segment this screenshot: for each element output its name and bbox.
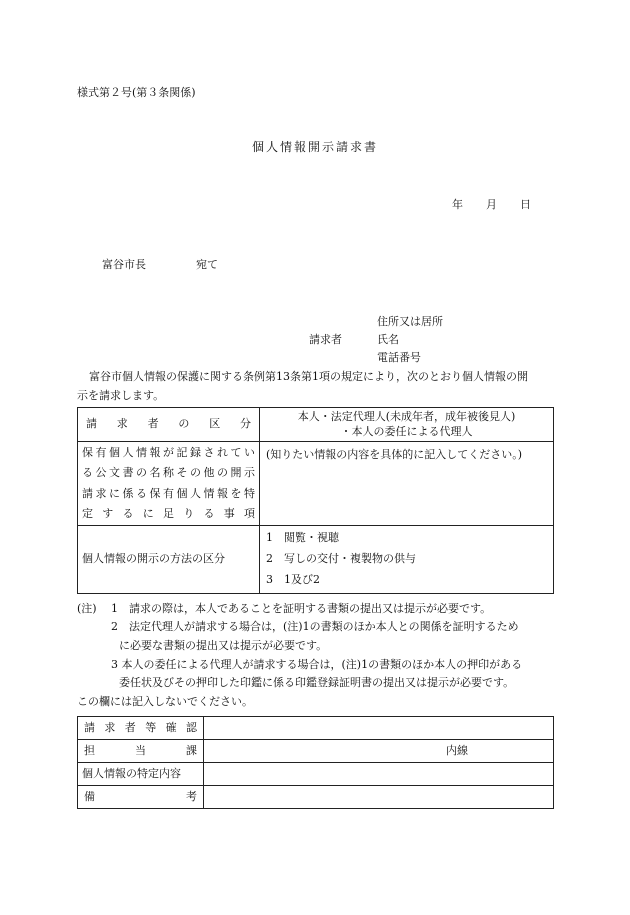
addressee-name: 富谷市長 xyxy=(102,258,146,271)
info-matter-label-line-3: 請求に係る保有個人情報を特 xyxy=(82,486,255,500)
disclosure-method-label: 個人情報の開示の方法の区分 xyxy=(82,552,225,566)
office-confirm-value xyxy=(204,717,554,740)
disclosure-option-1[interactable]: 1 閲覧・視聴 xyxy=(266,531,339,545)
requester-phone-label: 電話番号 xyxy=(377,351,421,364)
requester-name-label: 氏名 xyxy=(377,333,399,346)
info-matter-label-line-2: る公文書の名称その他の開示 xyxy=(82,466,255,480)
date-year-label: 年 xyxy=(452,198,463,211)
office-dept-value xyxy=(204,740,554,763)
requester-label: 請求者 xyxy=(309,333,342,346)
office-remarks-value xyxy=(204,786,554,809)
addressee-suffix: 宛て xyxy=(196,258,218,271)
category-label-cell xyxy=(78,408,260,442)
office-specific-label-cell xyxy=(78,763,204,786)
info-matter-input-cell[interactable] xyxy=(260,442,554,526)
intro-line-2: 示を請求します。 xyxy=(77,389,165,402)
disclosure-method-label-cell xyxy=(78,526,260,594)
info-matter-label-cell xyxy=(78,442,260,526)
office-dept-label-cell xyxy=(78,740,204,763)
office-specific-label: 個人情報の特定内容 xyxy=(82,766,181,780)
date-month-label: 月 xyxy=(486,198,497,211)
page-title: 個人情報開示請求書 xyxy=(251,140,378,154)
category-option-line-2: ・本人の委任による代理人 xyxy=(340,424,473,438)
intro-line-1: 富谷市個人情報の保護に関する条例第13条第1項の規定により，次のとおり個人情報の開 xyxy=(89,370,528,383)
category-value-cell[interactable] xyxy=(260,408,554,442)
info-matter-label-line-4: 定するに足りる事項 xyxy=(82,506,255,520)
office-confirm-label: 請求者等確認 xyxy=(84,720,197,734)
request-table xyxy=(77,407,554,594)
office-remarks-label-cell xyxy=(78,786,204,809)
info-matter-label-line-1: 保有個人情報が記録されてい xyxy=(82,446,255,460)
note-3-line-2: 委任状及びその押印した印鑑に係る印鑑登録証明書の提出又は提示が必要です。 xyxy=(119,676,515,689)
notes-prefix: (注) xyxy=(77,602,97,615)
date-day-label: 日 xyxy=(520,198,531,211)
info-matter-instruction: (知りたい情報の内容を具体的に記入してください。) xyxy=(266,448,523,461)
office-remarks-label: 備考 xyxy=(84,789,197,803)
category-option-line-1: 本人・法定代理人(未成年者，成年被後見人) xyxy=(297,409,516,423)
office-extension-label: 内線 xyxy=(446,743,468,757)
office-use-notice: この欄には記入しないでください。 xyxy=(77,695,253,708)
office-dept-label: 担当課 xyxy=(84,743,197,757)
form-number: 様式第２号(第３条関係) xyxy=(77,86,196,99)
note-3-line-1: 3 本人の委任による代理人が請求する場合は，(注)1の書類のほか本人の押印がある xyxy=(111,658,523,671)
note-2-line-2: に必要な書類の提出又は提示が必要です。 xyxy=(119,639,328,652)
disclosure-option-2[interactable]: 2 写しの交付・複製物の供与 xyxy=(266,552,416,566)
disclosure-method-options-cell[interactable] xyxy=(260,526,554,594)
category-label: 請求者の区分 xyxy=(86,417,251,431)
note-1: 1 請求の際は，本人であることを証明する書類の提出又は提示が必要です。 xyxy=(111,602,492,615)
note-2-line-1: 2 法定代理人が請求する場合は，(注)1の書類のほか本人との関係を証明するため xyxy=(111,620,519,633)
requester-address-label: 住所又は居所 xyxy=(377,315,443,328)
office-use-table xyxy=(77,716,554,809)
disclosure-option-3[interactable]: 3 1及び2 xyxy=(266,572,320,586)
office-confirm-label-cell xyxy=(78,717,204,740)
office-specific-value xyxy=(204,763,554,786)
